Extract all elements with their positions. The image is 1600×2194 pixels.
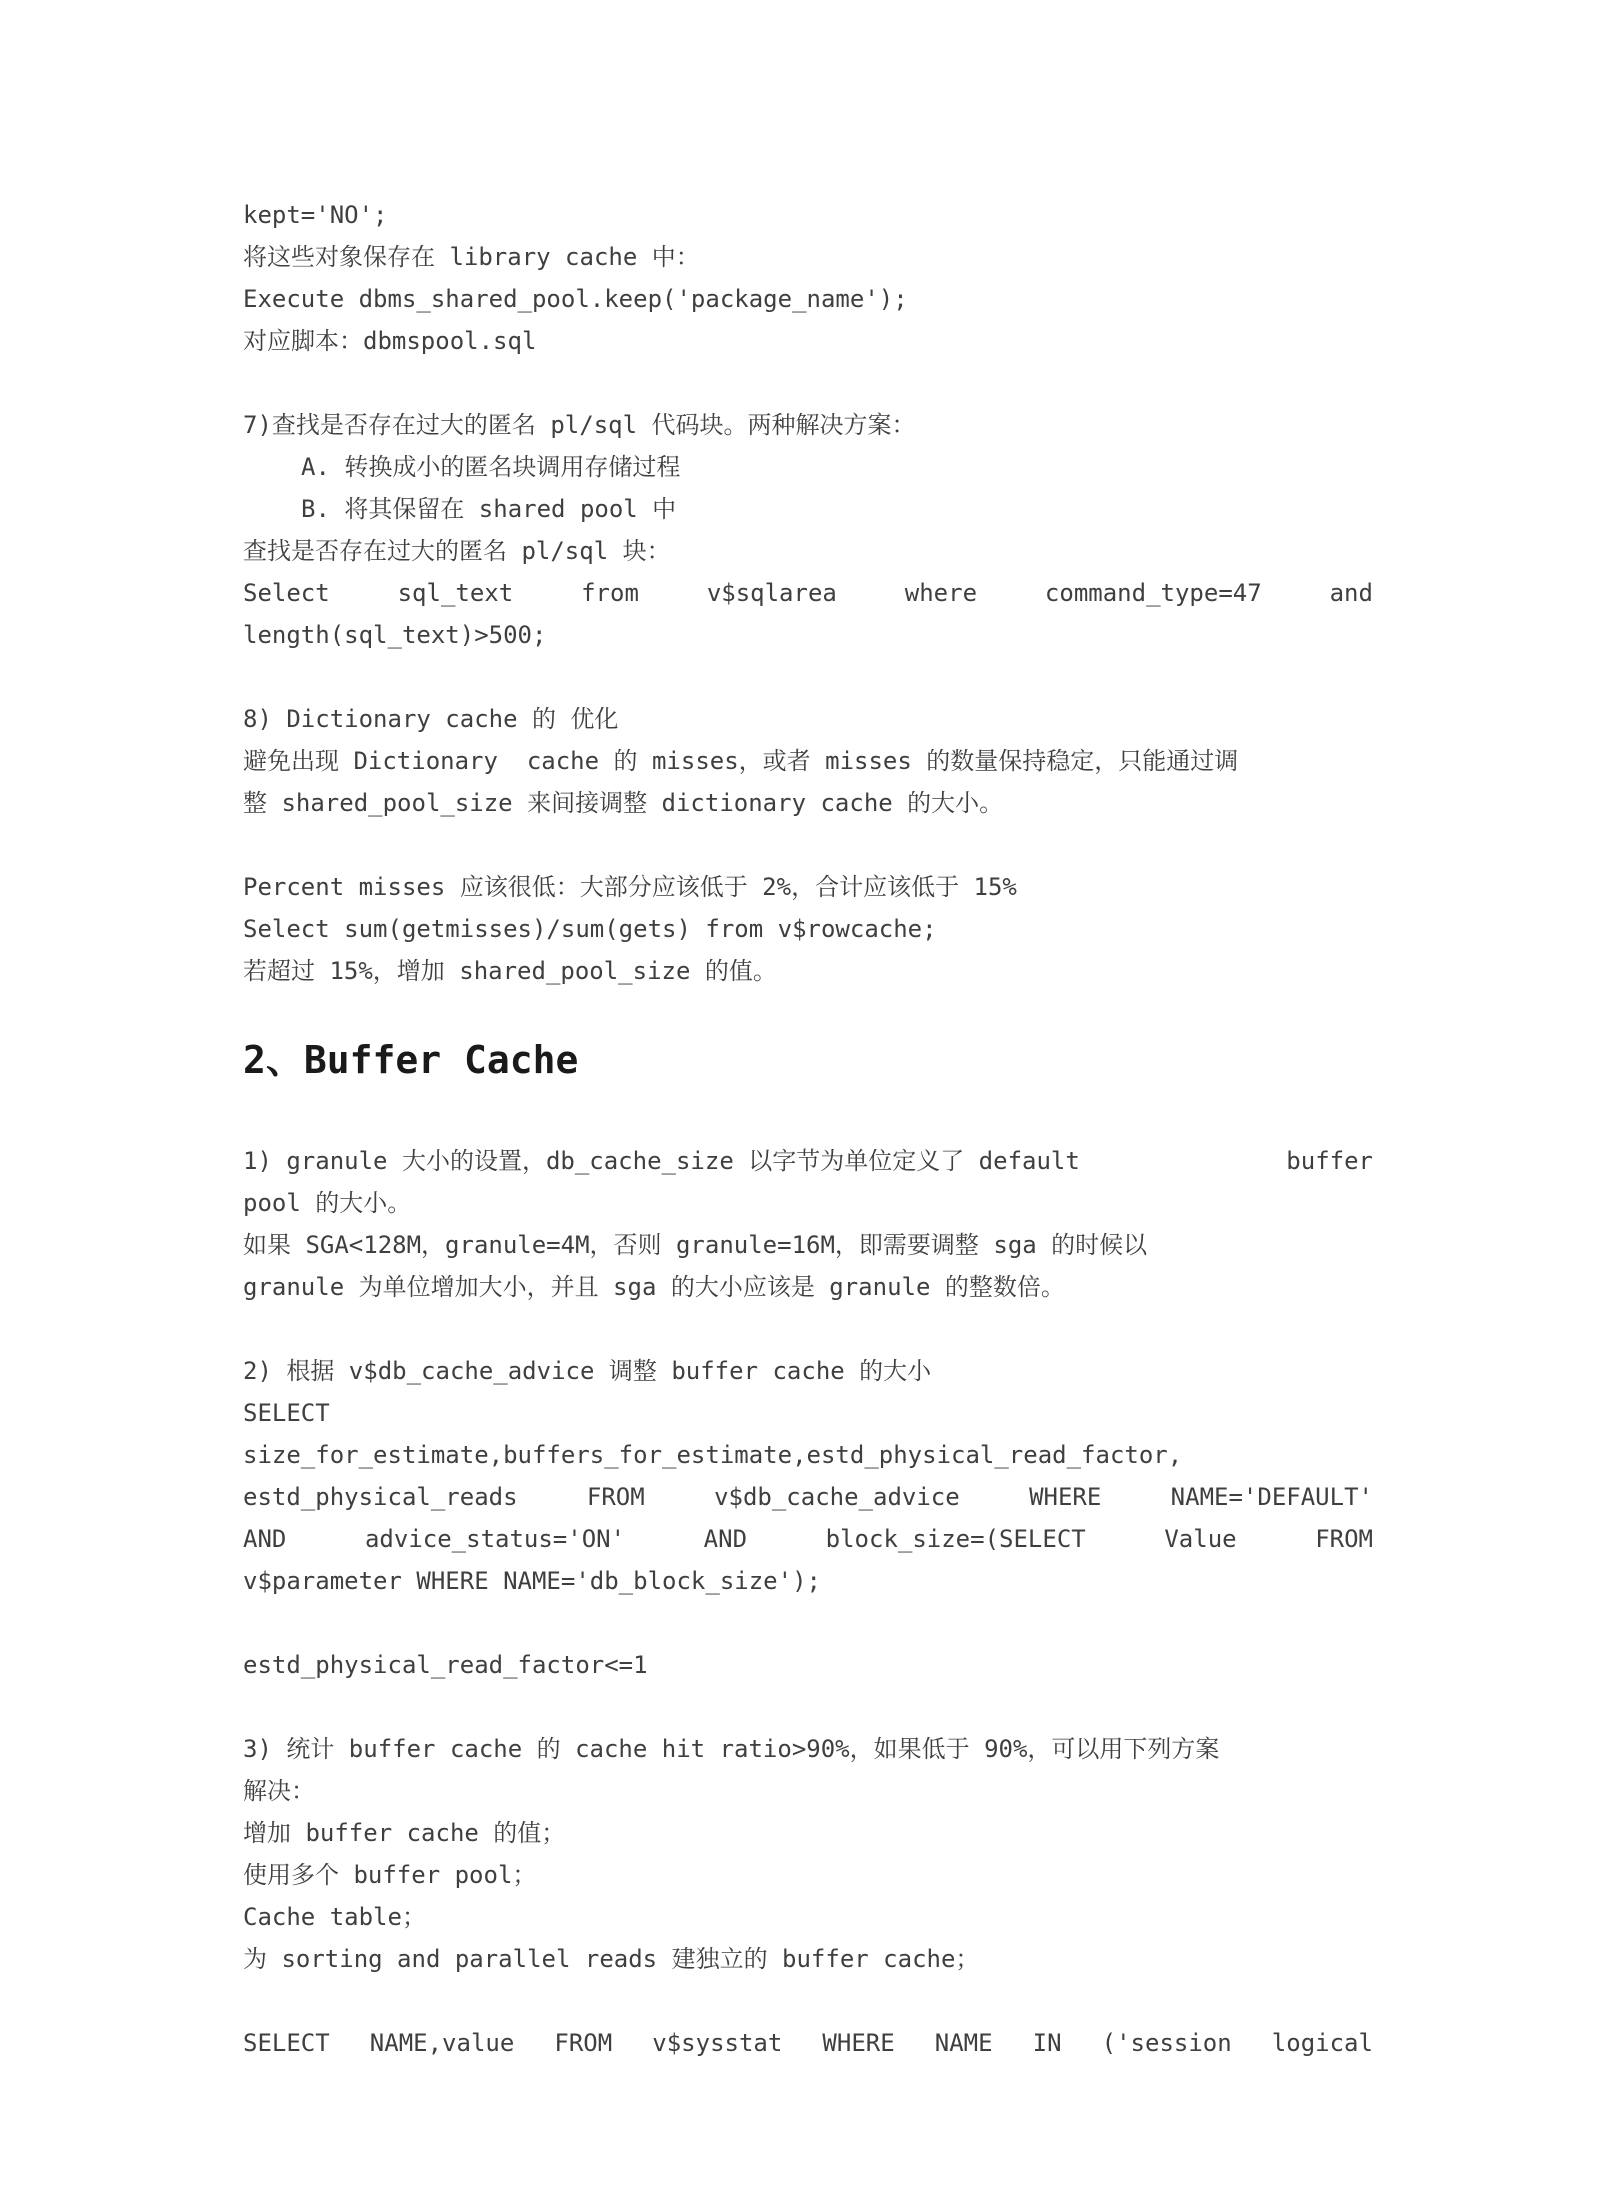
code-word: AND <box>243 1525 287 1553</box>
code-line-justified <box>243 1518 1373 1560</box>
text-line: 整 shared_pool_size 来间接调整 dictionary cache 的大小。 <box>243 789 1004 817</box>
item-7-title: 7)查找是否存在过大的匿名 pl/sql 代码块。两种解决方案： <box>243 411 916 439</box>
text-line: 将这些对象保存在 library cache 中： <box>243 243 700 271</box>
text-line: 如果 SGA<128M，granule=4M，否则 granule=16M，即需要调整 sga 的时候以 <box>243 1231 1148 1259</box>
code-word: Value <box>1164 1525 1237 1553</box>
code-line: v$parameter WHERE NAME='db_block_size'); <box>243 1567 821 1595</box>
code-word: from <box>581 579 639 607</box>
code-word: FROM <box>586 1483 645 1511</box>
code-word: block_size=(SELECT <box>825 1525 1086 1553</box>
text-line: 查找是否存在过大的匿名 pl/sql 块： <box>243 537 671 565</box>
code-word: SELECT <box>243 2029 330 2057</box>
section-heading: 2、Buffer Cache <box>243 1038 579 1082</box>
code-word: estd_physical_reads <box>243 1483 518 1511</box>
text-line: pool 的大小。 <box>243 1189 412 1217</box>
code-line: Execute dbms_shared_pool.keep('package_name'); <box>243 285 908 313</box>
code-word: v$db_cache_advice <box>714 1483 960 1511</box>
code-word: Select <box>243 579 330 607</box>
code-word: FROM <box>554 2029 613 2057</box>
code-word: advice_status='ON' <box>364 1525 626 1553</box>
code-word: and <box>1329 579 1373 607</box>
text-line: 增加 buffer cache 的值； <box>243 1819 566 1847</box>
text-line: granule 为单位增加大小，并且 sga 的大小应该是 granule 的整数倍。 <box>243 1273 1065 1301</box>
document-page <box>243 194 1373 2064</box>
code-word: v$sysstat <box>652 2029 783 2057</box>
code-word: WHERE <box>1029 1483 1102 1511</box>
text-line: 若超过 15%，增加 shared_pool_size 的值。 <box>243 957 777 985</box>
code-line: kept='NO'; <box>243 201 388 229</box>
solution-a: A. 转换成小的匿名块调用存储过程 <box>301 453 681 481</box>
code-word: IN <box>1032 2029 1062 2057</box>
code-line: estd_physical_read_factor<=1 <box>243 1651 648 1679</box>
code-word: AND <box>703 1525 748 1553</box>
code-line-justified <box>243 1476 1373 1518</box>
text-line: Percent misses 应该很低：大部分应该低于 2%，合计应该低于 15% <box>243 873 1017 901</box>
text-line: 避免出现 Dictionary cache 的 misses，或者 misses 的数量保持稳定，只能通过调 <box>243 747 1239 775</box>
code-word: v$sqlarea <box>706 579 837 607</box>
code-line-justified <box>243 572 1373 614</box>
text-line: 为 sorting and parallel reads 建独立的 buffer cache； <box>243 1945 980 1973</box>
code-line: length(sql_text)>500; <box>243 621 547 649</box>
code-line-justified <box>243 2022 1373 2064</box>
code-word: logical <box>1271 2029 1373 2057</box>
text-line: 对应脚本：dbmspool.sql <box>243 327 537 355</box>
code-word: NAME <box>934 2029 993 2057</box>
text-segment: 1) granule 大小的设置，db_cache_size 以字节为单位定义了 default <box>243 1147 1080 1175</box>
code-line: SELECT <box>243 1399 330 1427</box>
text-line: 解决： <box>243 1777 315 1805</box>
item-8-title: 8) Dictionary cache 的 优化 <box>243 705 619 733</box>
code-line: Cache table； <box>243 1903 426 1931</box>
code-word: ('session <box>1101 2029 1232 2057</box>
solution-b: B. 将其保留在 shared pool 中 <box>301 495 677 523</box>
text-line: 使用多个 buffer pool； <box>243 1861 537 1889</box>
code-line: Select sum(getmisses)/sum(gets) from v$rowcache; <box>243 915 937 943</box>
code-word: NAME,value <box>369 2029 515 2057</box>
code-line: size_for_estimate,buffers_for_estimate,estd_physical_read_factor, <box>243 1441 1183 1469</box>
code-word: NAME='DEFAULT' <box>1170 1483 1373 1511</box>
code-word: command_type=47 <box>1044 579 1262 607</box>
text-line-justified <box>243 1140 1373 1182</box>
item-3-title: 3) 统计 buffer cache 的 cache hit ratio>90%，如果低于 90%，可以用下列方案 <box>243 1735 1220 1763</box>
text-segment: buffer <box>1286 1147 1373 1175</box>
code-word: sql_text <box>397 579 514 607</box>
code-word: where <box>904 579 978 607</box>
code-word: WHERE <box>822 2029 895 2057</box>
item-2-title: 2) 根据 v$db_cache_advice 调整 buffer cache 的大小 <box>243 1357 932 1385</box>
code-word: FROM <box>1315 1525 1373 1553</box>
